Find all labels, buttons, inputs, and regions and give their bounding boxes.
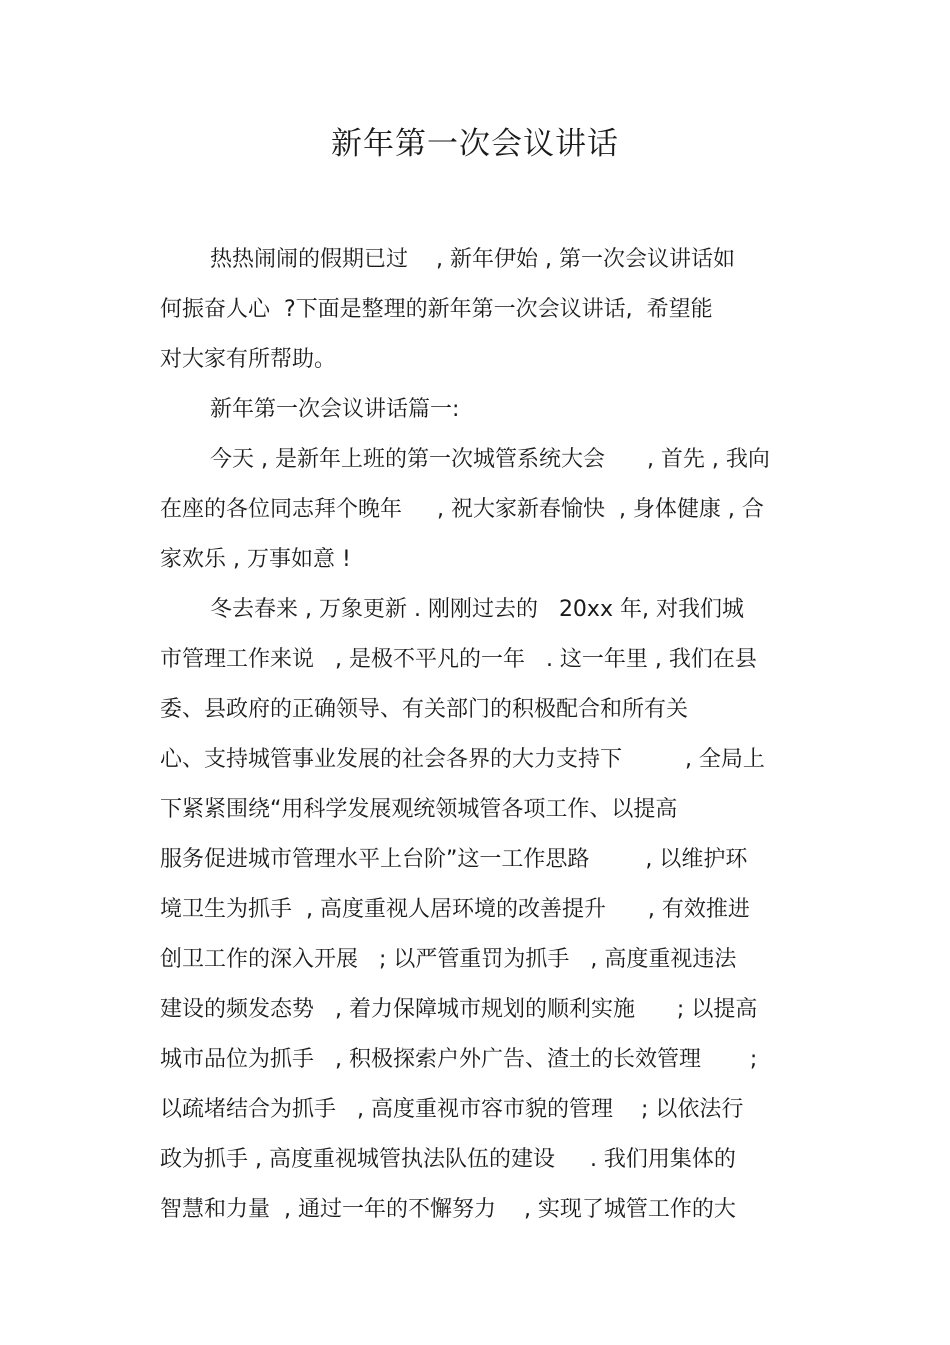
paragraph-line: 服务促进城市管理水平上台阶”这一工作思路 , 以维护环 <box>160 847 748 872</box>
paragraph-line: 何振奋人心 ?下面是整理的新年第一次会议讲话, 希望能 <box>160 297 713 322</box>
paragraph-line: 创卫工作的深入开展 ; 以严管重罚为抓手 , 高度重视违法 <box>160 947 737 972</box>
paragraph-line: 委、县政府的正确领导、有关部门的积极配合和所有关 <box>160 697 689 722</box>
paragraph-line: 下紧紧围绕“用科学发展观统领城管各项工作、以提高 <box>160 797 678 822</box>
paragraph-line: 今天 , 是新年上班的第一次城管系统大会 , 首先 , 我向 <box>210 447 770 472</box>
paragraph-line: 心、支持城管事业发展的社会各界的大力支持下 , 全局上 <box>160 747 765 772</box>
paragraph-line: 城市品位为抓手 , 积极探索户外广告、渣土的长效管理 ; <box>160 1047 758 1072</box>
paragraph-line: 在座的各位同志拜个晚年 , 祝大家新春愉快 , 身体健康 , 合 <box>160 497 764 522</box>
paragraph-line: 智慧和力量 , 通过一年的不懈努力 , 实现了城管工作的大 <box>160 1197 736 1222</box>
paragraph-line: 家欢乐 , 万事如意 ! <box>160 547 351 572</box>
paragraph-line: 市管理工作来说 , 是极不平凡的一年 . 这一年里 , 我们在县 <box>160 647 757 672</box>
section-heading: 新年第一次会议讲话篇一: <box>210 397 460 422</box>
paragraph-line: 热热闹闹的假期已过 , 新年伊始 , 第一次会议讲话如 <box>210 247 735 272</box>
paragraph-line: 对大家有所帮助。 <box>160 347 337 372</box>
paragraph-line: 以疏堵结合为抓手 , 高度重视市容市貌的管理 ; 以依法行 <box>160 1097 744 1122</box>
paragraph-line: 境卫生为抓手 , 高度重视人居环境的改善提升 , 有效推进 <box>160 897 750 922</box>
document-title: 新年第一次会议讲话 <box>331 126 619 162</box>
paragraph-line: 冬去春来 , 万象更新 . 刚刚过去的 20xx 年, 对我们城 <box>210 597 744 622</box>
paragraph-line: 建设的频发态势 , 着力保障城市规划的顺利实施 ; 以提高 <box>160 997 758 1022</box>
paragraph-line: 政为抓手 , 高度重视城管执法队伍的建设 . 我们用集体的 <box>160 1147 736 1172</box>
